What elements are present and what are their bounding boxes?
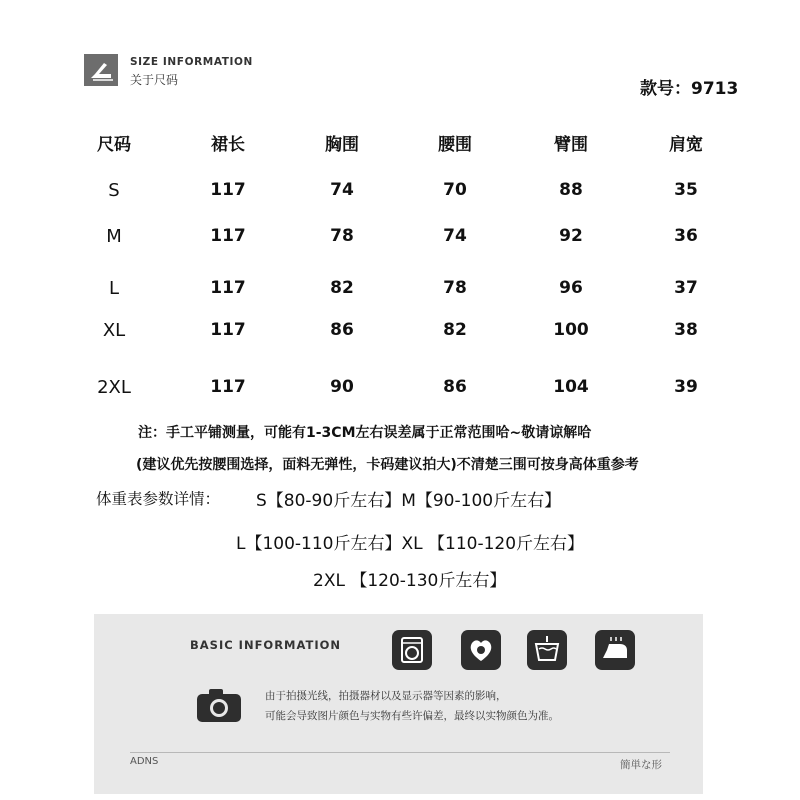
color-disclaimer-line-2: 可能会导致图片颜色与实物有些许偏差，最终以实物颜色为准。 [265,710,559,722]
table-cell-length: 117 [210,278,246,298]
basic-information-title: BASIC INFORMATION [190,638,342,652]
size-information-subtitle: 关于尺码 [130,73,179,87]
column-header-size: 尺码 [97,135,131,155]
size-information-title: SIZE INFORMATION [130,56,253,68]
footer-brand-left: ADNS [130,756,159,767]
table-cell-length: 117 [210,320,246,340]
wash-tub-icon [527,630,567,670]
table-cell-size: 2XL [97,377,131,398]
table-cell-bust: 74 [330,180,354,200]
column-header-length: 裙长 [211,135,245,155]
hand-wash-heart-icon [461,630,501,670]
table-cell-size: M [106,226,122,247]
table-cell-length: 117 [210,180,246,200]
table-cell-arm: 96 [559,278,583,298]
column-header-arm: 臂围 [554,135,588,155]
weight-line-3: 2XL 【120-130斤左右】 [313,571,507,591]
column-header-bust: 胸围 [325,135,359,155]
column-header-shoulder: 肩宽 [669,135,703,155]
table-cell-bust: 90 [330,377,354,397]
table-cell-size: L [108,278,120,299]
table-cell-bust: 82 [330,278,354,298]
table-cell-waist: 78 [443,278,467,298]
iron-icon [595,630,635,670]
table-cell-size: S [108,180,120,201]
table-cell-arm: 104 [553,377,589,397]
washing-machine-icon [392,630,432,670]
table-cell-bust: 86 [330,320,354,340]
table-cell-arm: 100 [553,320,589,340]
style-number: 款号：9713 [640,79,739,99]
table-cell-shoulder: 39 [674,377,698,397]
column-header-waist: 腰围 [438,135,472,155]
table-cell-waist: 70 [443,180,467,200]
color-disclaimer-line-1: 由于拍摄光线，拍摄器材以及显示器等因素的影响， [265,690,507,702]
table-cell-arm: 88 [559,180,583,200]
table-cell-shoulder: 36 [674,226,698,246]
panel-divider [130,752,670,753]
table-cell-waist: 82 [443,320,467,340]
table-cell-shoulder: 38 [674,320,698,340]
table-cell-length: 117 [210,377,246,397]
table-cell-length: 117 [210,226,246,246]
fit-advice-note: (建议优先按腰围选择，面料无弹性，卡码建议拍大)不清楚三围可按身高体重参考 [136,457,639,473]
table-cell-bust: 78 [330,226,354,246]
camera-icon [195,686,243,728]
table-cell-waist: 86 [443,377,467,397]
table-cell-size: XL [102,320,126,341]
weight-line-2: L【100-110斤左右】XL 【110-120斤左右】 [236,534,585,554]
footer-brand-right: 簡単な形 [620,759,662,771]
table-cell-shoulder: 37 [674,278,698,298]
measurement-note: 注：手工平铺测量，可能有1-3CM左右误差属于正常范围哈~敬请谅解哈 [138,425,592,441]
table-cell-shoulder: 35 [674,180,698,200]
table-cell-arm: 92 [559,226,583,246]
weight-table-label: 体重表参数详情： [96,490,221,508]
table-cell-waist: 74 [443,226,467,246]
weight-line-1: S【80-90斤左右】M【90-100斤左右】 [256,491,562,511]
ruler-hanger-icon [84,54,118,86]
